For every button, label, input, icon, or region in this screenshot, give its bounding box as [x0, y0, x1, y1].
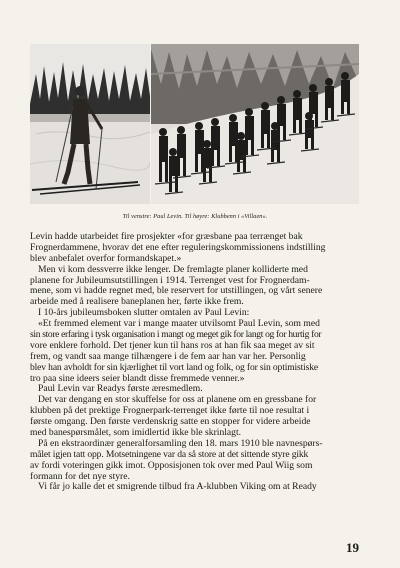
text-line: tro paa sine ideers seier blandt disse fremmede venner.» — [30, 373, 245, 384]
photo-paul-levin-skiing — [30, 44, 150, 204]
text-line: målet igjen tatt opp. Motsetningene var da så store at det sittende styre gikk — [30, 449, 309, 460]
photo-club-skiers — [151, 44, 359, 204]
text-line: Paul Levin var Readys første æresmedlem. — [38, 384, 203, 395]
text-line: arbeide med å realisere baneplanen her, førte ikke frem. — [30, 297, 244, 308]
text-line: mene, som vi hadde regnet med, ble reservert for utstillingen, og vårt senere — [30, 286, 323, 297]
text-line: Det var dengang en stor skuffelse for oss at planene om en gressbane for — [38, 395, 317, 406]
text-line: Levin hadde utarbeidet fire prosjekter «for græsbane paa terrænget bak — [30, 232, 303, 242]
text-line: sin store erfaring i tysk organisation i mangt og meget gik for langt og for hurtig for — [30, 330, 322, 341]
text-line: med banespørsmålet, som imidlertid ikke ble skrinlagt. — [30, 428, 242, 439]
text-line: frem, og vandt saa mange tilhængere i de fem aar han var her. Personlig — [30, 351, 306, 362]
figure-caption: Til venstre: Paul Levin. Til høyre: Klubbenn i «Villaen». — [122, 213, 268, 220]
text-line: klubben på det prektige Frognerpark-terrenget ikke førte til noe resultat i — [30, 406, 310, 417]
text-line: I 10-års jubileumsboken slutter omtalen av Paul Levin: — [38, 308, 250, 319]
text-line: Men vi kom dessverre ikke lenger. De fremlagte planer kolliderte med — [38, 264, 308, 275]
text-line: planene for Jubileumsutstillingen i 1914. Terrenget vest for Frognerdam- — [30, 275, 310, 286]
text-line: «Et fremmed element var i mange maater utvilsomt Paul Levin, som med — [38, 319, 320, 330]
text-line: vore enklere forhold. Det tjener kun til hans ros at han fik saa meget av sit — [30, 340, 315, 351]
text-line: blev han avholdt for sin kjærlighet til vort land og folk, og for sin optimistiske — [30, 362, 319, 373]
text-line: blev anbefalet overfor formandskapet.» — [30, 253, 182, 264]
text-line: Frognerdammene, hvorav det ene efter reguleringskommissionens indstilling — [30, 242, 326, 253]
text-line: formann for det nye styre. — [30, 471, 130, 482]
body-text — [30, 232, 360, 493]
text-line: første omgang. Den første verdenskrig satte en stopper for videre arbeide — [30, 417, 311, 428]
text-line: På en ekstraordinær generalforsamling den 18. mars 1910 ble navnespørs- — [38, 438, 323, 449]
text-line: Vi får jo kalle det et smigrende tilbud fra A-klubben Viking om at Ready — [38, 482, 317, 493]
text-line: av fordi voteringen gikk imot. Opposisjonen tok over med Paul Wiig som — [30, 460, 313, 471]
page-number: 19 — [346, 540, 359, 555]
